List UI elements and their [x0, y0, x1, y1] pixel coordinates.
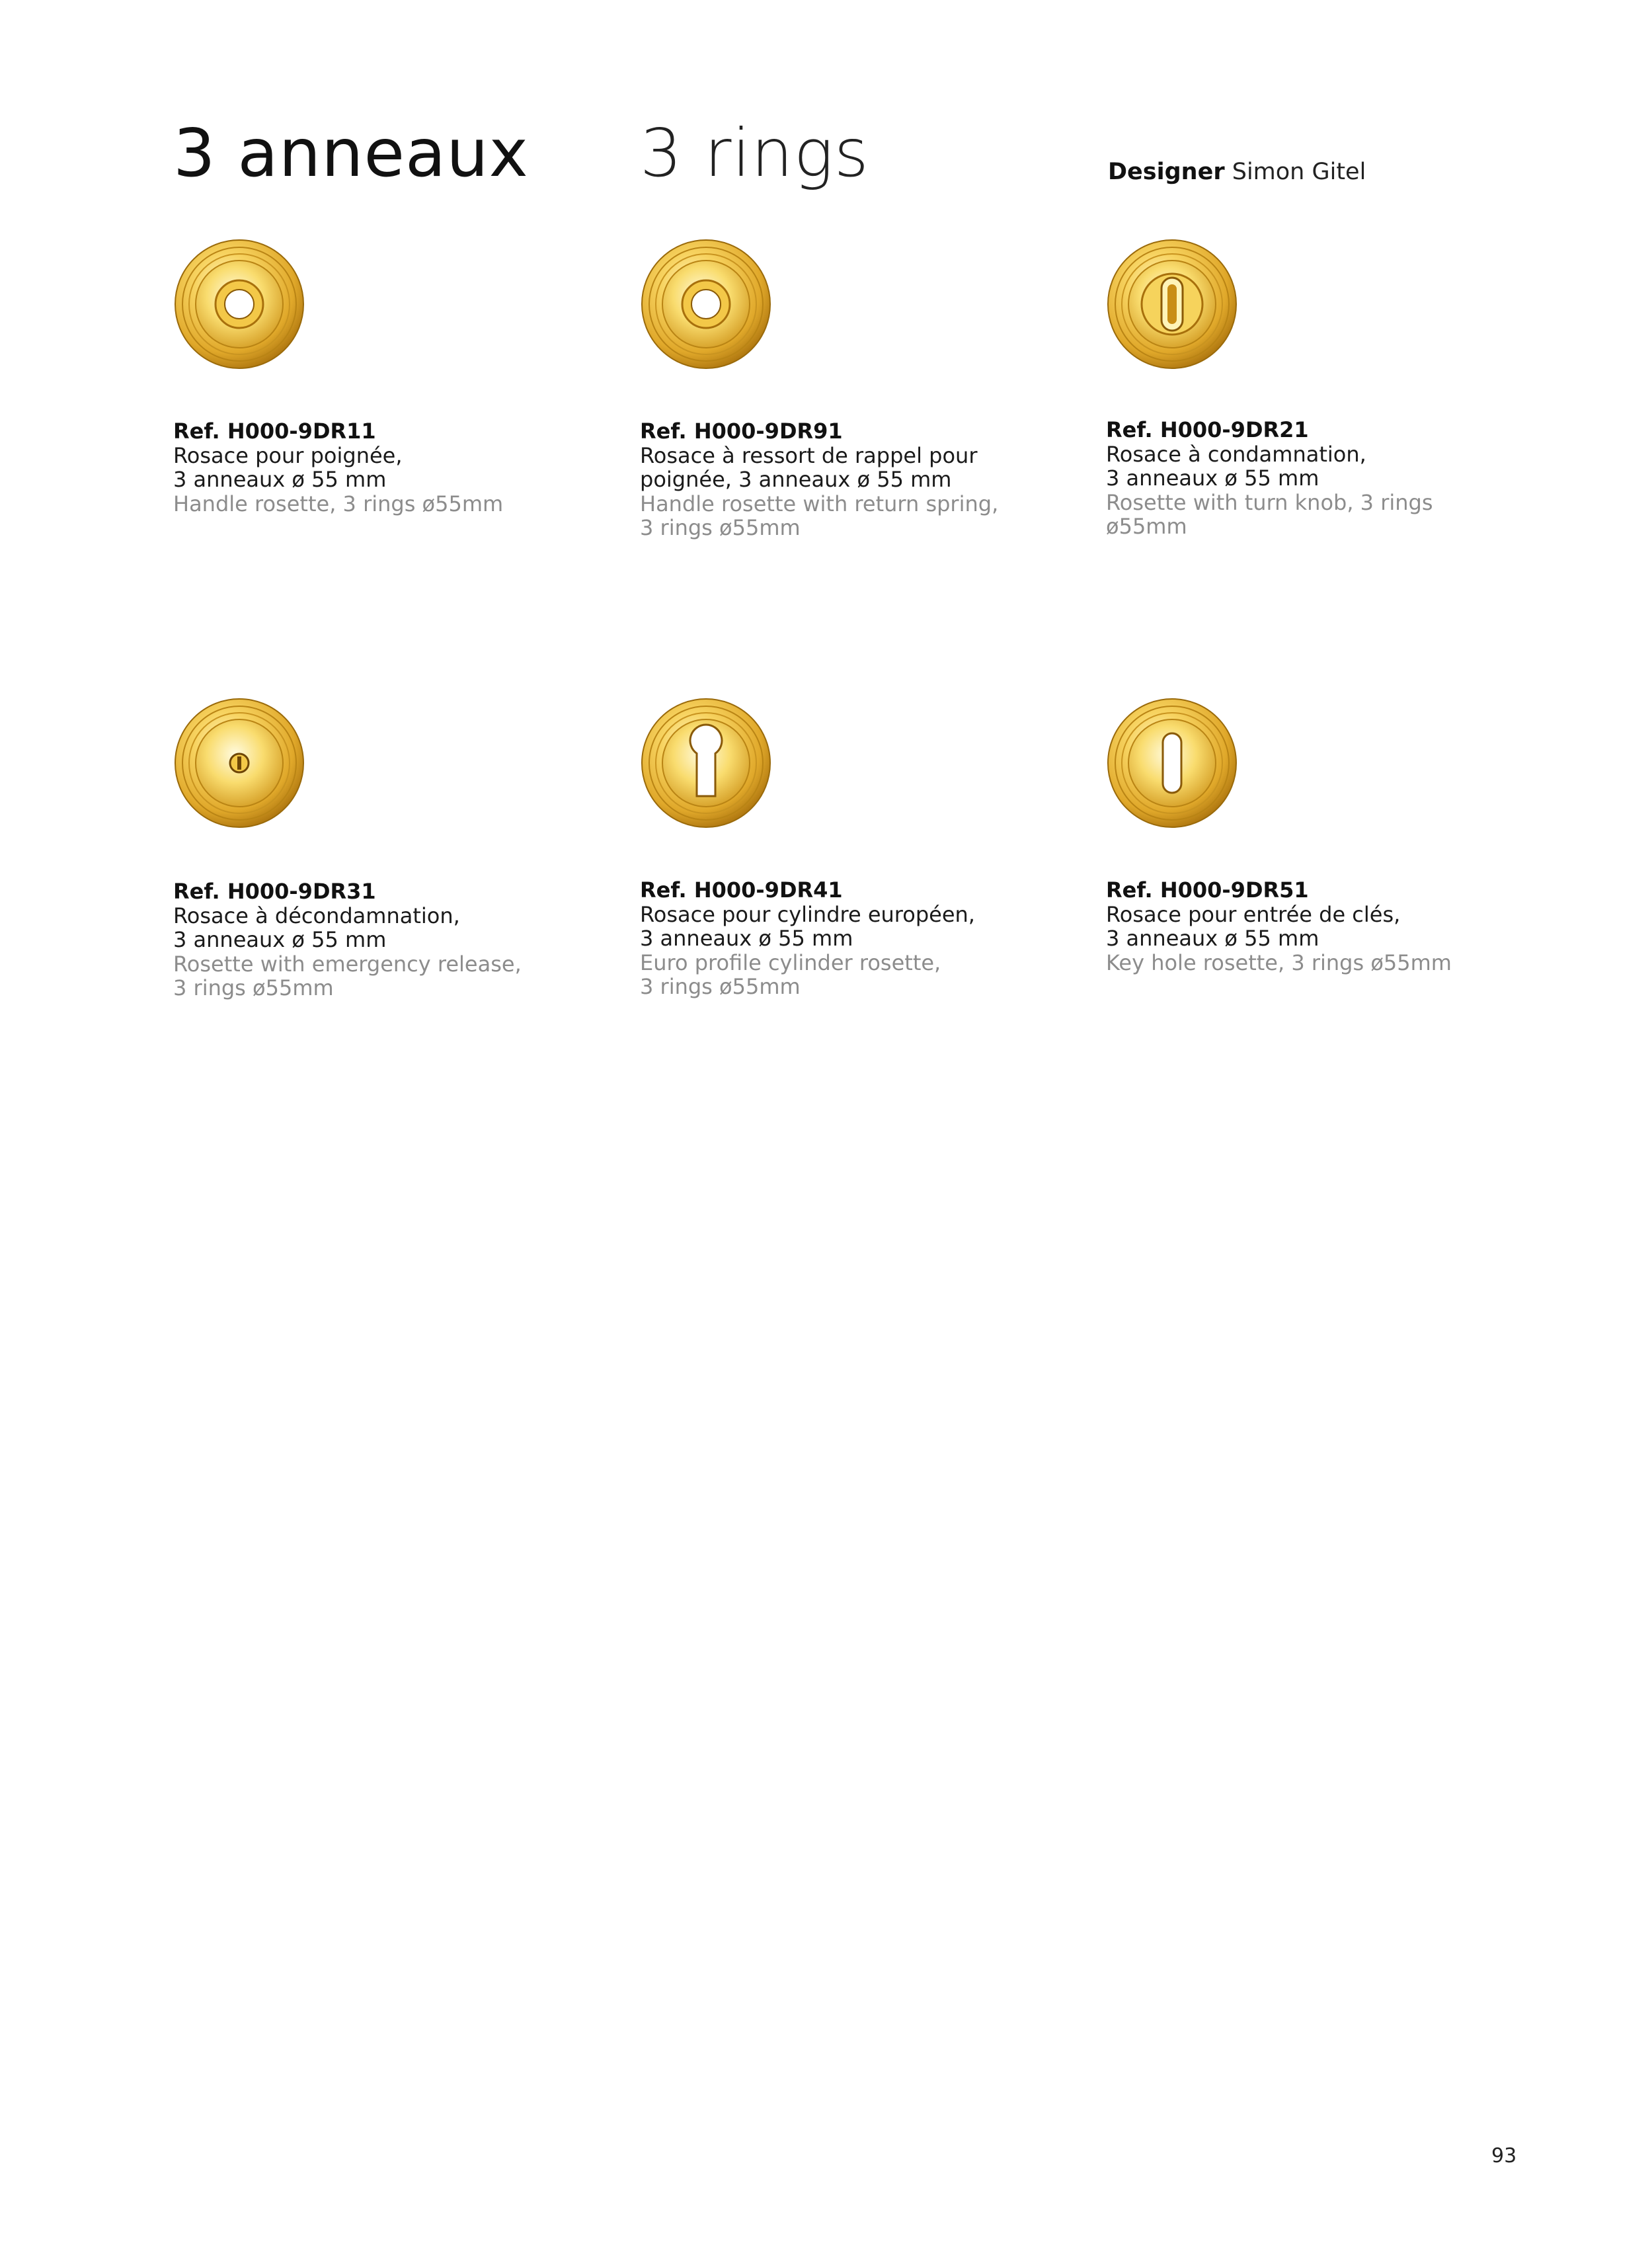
product-desc-fr: 3 anneaux ø 55 mm — [1106, 466, 1319, 491]
product-card — [173, 697, 570, 1028]
title-french: 3 anneaux — [173, 114, 529, 192]
rosette-turn-knob-icon — [1106, 238, 1238, 370]
rosette-handle-icon — [173, 238, 305, 370]
product-ref: Ref. H000-9DR91 — [640, 419, 843, 444]
product-desc-fr: Rosace pour poignée, — [173, 442, 403, 468]
product-desc-en: Euro profile cylinder rosette, — [640, 950, 941, 975]
designer-credit — [1108, 159, 1366, 185]
product-desc-fr: Rosace pour cylindre européen, — [640, 901, 975, 927]
product-desc-fr: Rosace pour entrée de clés, — [1106, 901, 1401, 927]
product-desc-fr: 3 anneaux ø 55 mm — [640, 926, 853, 951]
product-desc-en: 3 rings ø55mm — [640, 974, 801, 999]
product-desc-fr: 3 anneaux ø 55 mm — [173, 467, 387, 492]
product-desc-fr: Rosace à ressort de rappel pour — [640, 442, 978, 468]
product-card — [640, 238, 1037, 569]
product-desc-fr: poignée, 3 anneaux ø 55 mm — [640, 467, 952, 492]
product-ref: Ref. H000-9DR31 — [173, 879, 376, 904]
page-number: 93 — [1491, 2144, 1517, 2167]
product-desc-en: Rosette with emergency release, — [173, 951, 522, 977]
product-desc-fr: Rosace à condamnation, — [1106, 441, 1366, 467]
designer-name: Simon Gitel — [1232, 159, 1366, 185]
product-ref: Ref. H000-9DR11 — [173, 419, 376, 444]
rosette-key-hole-icon — [1106, 697, 1238, 829]
product-card — [1106, 697, 1503, 1028]
rosette-emergency-release-icon — [173, 697, 305, 829]
product-ref: Ref. H000-9DR41 — [640, 877, 843, 903]
rosette-handle-spring-icon — [640, 238, 772, 370]
product-desc-en: ø55mm — [1106, 514, 1187, 539]
product-desc-en: Rosette with turn knob, 3 rings — [1106, 489, 1433, 515]
title-english: 3 rings — [640, 114, 869, 192]
product-desc-en: Key hole rosette, 3 rings ø55mm — [1106, 950, 1452, 975]
product-card — [640, 697, 1037, 1028]
product-desc-en: Handle rosette, 3 rings ø55mm — [173, 491, 504, 516]
product-desc-fr: 3 anneaux ø 55 mm — [173, 927, 387, 952]
product-ref: Ref. H000-9DR21 — [1106, 417, 1309, 442]
product-card — [1106, 238, 1503, 569]
designer-label: Designer — [1108, 159, 1225, 185]
product-desc-fr: 3 anneaux ø 55 mm — [1106, 926, 1319, 951]
rosette-euro-cylinder-icon — [640, 697, 772, 829]
product-desc-en: 3 rings ø55mm — [640, 515, 801, 540]
product-card — [173, 238, 570, 569]
product-desc-en: 3 rings ø55mm — [173, 975, 334, 1000]
product-desc-fr: Rosace à décondamnation, — [173, 903, 460, 928]
product-ref: Ref. H000-9DR51 — [1106, 877, 1309, 903]
product-desc-en: Handle rosette with return spring, — [640, 491, 999, 516]
